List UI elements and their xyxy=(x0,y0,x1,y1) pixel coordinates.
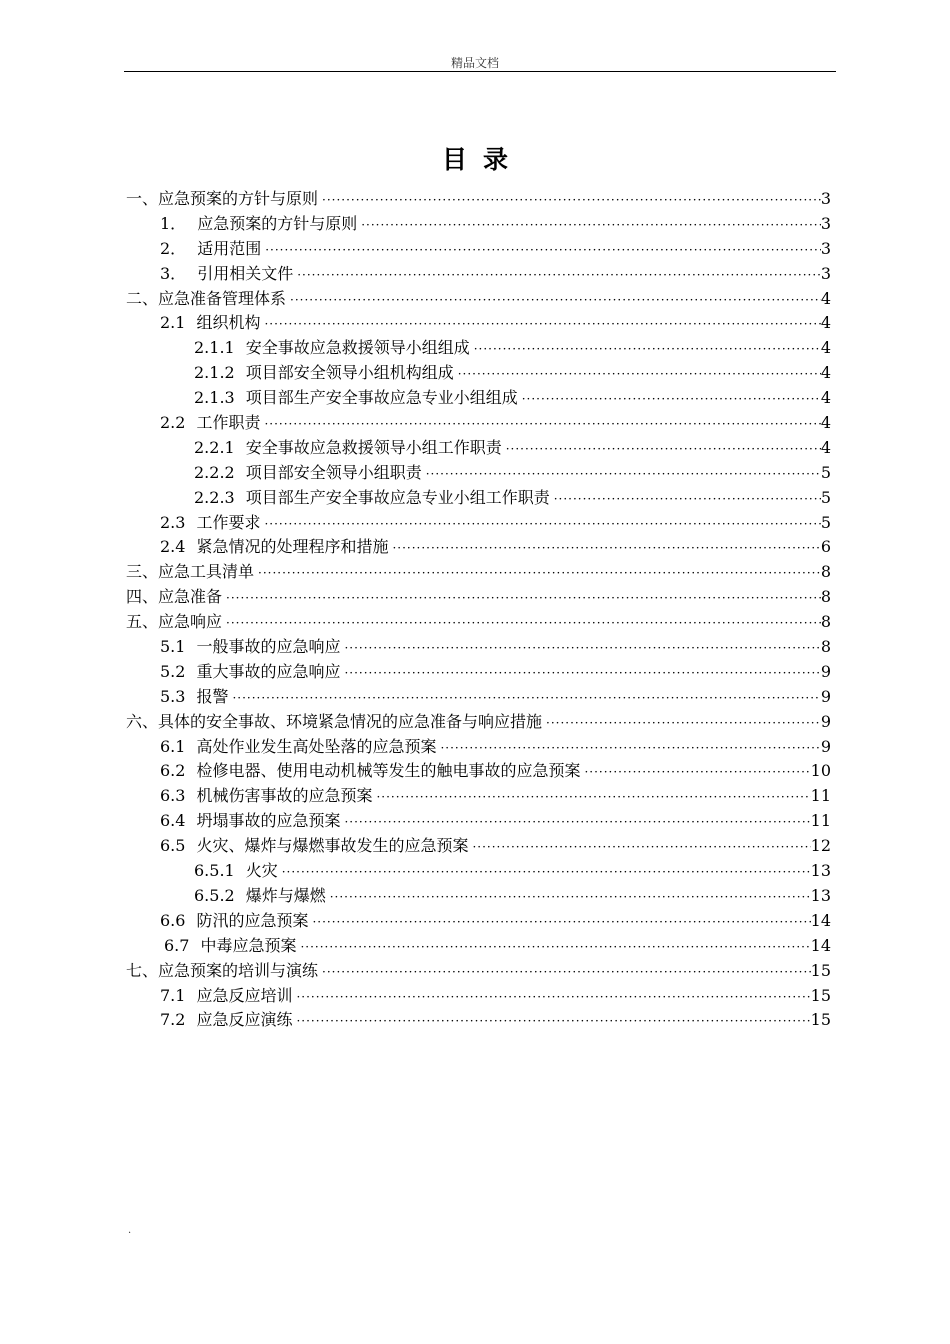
toc-entry-text: 应急预案的方针与原则 xyxy=(197,213,358,233)
toc-entry-leader xyxy=(296,935,810,960)
toc-entry[interactable] xyxy=(0,535,831,560)
toc-entry-label xyxy=(194,336,470,361)
toc-entry-page: 4 xyxy=(820,313,831,333)
toc-entry-page: 9 xyxy=(820,661,831,681)
toc-entry-text: 工作职责 xyxy=(196,413,261,433)
toc-entry[interactable] xyxy=(0,511,831,536)
toc-entry-leader xyxy=(422,462,821,487)
toc-entry-label xyxy=(194,386,518,411)
toc-entry-number: 5.2 xyxy=(160,661,186,681)
toc-entry-page: 3 xyxy=(820,263,831,283)
toc-entry[interactable] xyxy=(0,336,831,361)
toc-entry-text: 一、应急预案的方针与原则 xyxy=(126,189,319,208)
toc-entry-page: 9 xyxy=(820,736,831,756)
toc-entry-number: 6.6 xyxy=(160,910,186,930)
toc-entry-number: 2.1 xyxy=(160,313,186,333)
toc-entry[interactable] xyxy=(0,660,831,685)
toc-entry[interactable] xyxy=(0,809,831,834)
toc-entry-label xyxy=(194,859,278,884)
toc-entry-leader xyxy=(318,960,811,985)
toc-entry-page: 6 xyxy=(820,537,831,557)
toc-entry[interactable] xyxy=(0,311,831,336)
toc-entry-page: 4 xyxy=(820,288,831,308)
toc-entry-label xyxy=(126,710,542,735)
toc-entry-leader xyxy=(286,288,821,313)
toc-entry-text: 项目部生产安全事故应急专业小组组成 xyxy=(245,388,518,408)
toc-entry[interactable] xyxy=(0,411,831,436)
toc-entry-number: 2.2 xyxy=(160,413,186,433)
toc-entry-leader xyxy=(518,387,821,412)
toc-entry-text: 三、应急工具清单 xyxy=(126,562,255,582)
toc-entry-text: 适用范围 xyxy=(197,238,262,258)
toc-entry-page: 13 xyxy=(810,861,831,881)
toc-entry-label xyxy=(160,262,293,287)
toc-entry-label xyxy=(160,984,292,1009)
toc-entry-text: 坍塌事故的应急预案 xyxy=(196,811,341,831)
toc-entry-page: 8 xyxy=(820,637,831,657)
toc-entry-label xyxy=(126,959,318,984)
toc-entry-label xyxy=(126,585,222,610)
toc-entry-text: 机械伤害事故的应急预案 xyxy=(196,786,373,806)
toc-entry-label xyxy=(160,784,372,809)
toc-entry[interactable] xyxy=(0,212,831,237)
toc-entry-leader xyxy=(340,810,810,835)
toc-entry[interactable] xyxy=(0,735,831,760)
toc-entry-number: 6.2 xyxy=(160,761,186,781)
toc-entry[interactable] xyxy=(0,585,831,610)
toc-entry[interactable] xyxy=(0,759,831,784)
toc-entry-leader xyxy=(254,561,821,586)
toc-entry-text: 高处作业发生高处坠落的应急预案 xyxy=(196,736,437,756)
toc-entry-number: 5.1 xyxy=(160,637,186,657)
toc-entry-label xyxy=(194,884,326,909)
toc-entry-number: 2.2.2 xyxy=(194,462,235,482)
toc-entry[interactable] xyxy=(0,287,831,312)
toc-entry-page: 4 xyxy=(820,338,831,358)
toc-entry[interactable] xyxy=(0,436,831,461)
toc-entry[interactable] xyxy=(0,635,831,660)
toc-entry-page: 10 xyxy=(810,761,831,781)
toc-entry-text: 爆炸与爆燃 xyxy=(245,885,326,905)
toc-entry-page: 11 xyxy=(810,786,831,806)
toc-entry-label xyxy=(160,735,436,760)
toc-entry-text: 紧急情况的处理程序和措施 xyxy=(196,537,389,557)
toc-entry[interactable] xyxy=(0,187,831,212)
toc-entry-page: 14 xyxy=(810,935,831,955)
toc-entry-label xyxy=(160,511,260,536)
toc-entry-text: 重大事故的应急响应 xyxy=(196,661,341,681)
toc-entry-number: 1． xyxy=(160,213,187,233)
toc-entry-number: 2.1.1 xyxy=(194,338,235,358)
toc-entry-number: 2.2.1 xyxy=(194,437,235,457)
toc-entry-page: 14 xyxy=(810,910,831,930)
footer-mark: . xyxy=(128,1225,132,1236)
toc-entry-text: 应急反应培训 xyxy=(196,985,293,1005)
toc-entry-page: 13 xyxy=(810,885,831,905)
toc-entry[interactable] xyxy=(0,834,831,859)
toc-entry-page: 3 xyxy=(820,238,831,258)
toc-entry-label xyxy=(126,610,222,635)
toc-entry-label xyxy=(160,759,580,784)
toc-entry[interactable] xyxy=(0,560,831,585)
toc-entry-leader xyxy=(454,362,821,387)
toc-entry-text: 工作要求 xyxy=(196,512,261,532)
toc-entry[interactable] xyxy=(0,386,831,411)
toc-entry[interactable] xyxy=(0,237,831,262)
toc-entry-leader xyxy=(550,487,821,512)
toc-entry-number: 6.4 xyxy=(160,811,186,831)
toc-entry[interactable] xyxy=(0,909,831,934)
toc-entry-label xyxy=(160,311,260,336)
toc-entry-page: 4 xyxy=(820,413,831,433)
toc-entry-page: 15 xyxy=(810,1010,831,1030)
toc-entry-number: 6.1 xyxy=(160,736,186,756)
toc-entry-number: 3． xyxy=(160,263,187,283)
toc-entry-label xyxy=(160,660,340,685)
toc-entry[interactable] xyxy=(0,1008,831,1033)
toc-entry-text: 项目部生产安全事故应急专业小组工作职责 xyxy=(245,487,550,507)
toc-entry-page: 15 xyxy=(810,985,831,1005)
toc-entry[interactable] xyxy=(0,934,831,959)
toc-entry-label xyxy=(126,187,318,212)
toc-entry-number: 6.5 xyxy=(160,836,186,856)
toc-entry-label xyxy=(160,685,228,710)
toc-entry-page: 12 xyxy=(810,836,831,856)
toc-entry-number: 6.7 xyxy=(164,935,190,955)
toc-entry-number: 5.3 xyxy=(160,686,186,706)
toc-entry-page: 5 xyxy=(820,512,831,532)
toc-entry-page: 4 xyxy=(820,437,831,457)
toc-entry-leader xyxy=(228,686,820,711)
toc-entry-page: 5 xyxy=(820,462,831,482)
toc-entry-text: 项目部安全领导小组职责 xyxy=(245,462,422,482)
toc-entry-text: 五、应急响应 xyxy=(126,612,223,632)
toc-entry-page: 3 xyxy=(820,189,831,208)
toc-entry-label xyxy=(160,834,468,859)
toc-entry-label xyxy=(160,237,261,262)
toc-entry-page: 8 xyxy=(820,612,831,632)
toc-entry-leader xyxy=(470,337,821,362)
toc-entry-number: 2． xyxy=(160,238,187,258)
toc-entry[interactable] xyxy=(0,486,831,511)
toc-entry-label xyxy=(160,909,308,934)
toc-entry[interactable] xyxy=(0,361,831,386)
page-header: 精品文档 xyxy=(450,56,499,70)
toc-entry-number: 6.5.1 xyxy=(194,861,235,881)
toc-entry[interactable] xyxy=(0,610,831,635)
toc-entry-leader xyxy=(580,760,810,785)
toc-entry[interactable] xyxy=(0,859,831,884)
toc-entry-label xyxy=(160,212,357,237)
toc-entry-leader xyxy=(222,586,821,611)
toc-entry-label xyxy=(160,535,388,560)
toc-entry-leader xyxy=(261,238,821,263)
toc-entry-label xyxy=(160,1008,292,1033)
toc-entry-label xyxy=(194,436,502,461)
toc-entry[interactable] xyxy=(0,984,831,1009)
toc-entry-leader xyxy=(357,213,821,238)
toc-entry-number: 2.1.2 xyxy=(194,363,235,383)
toc-entry-label xyxy=(160,809,340,834)
toc-entry-leader xyxy=(340,636,820,661)
toc-entry-number: 2.1.3 xyxy=(194,388,235,408)
toc-entry-leader xyxy=(326,885,811,910)
toc-entry[interactable] xyxy=(0,710,831,735)
toc-entry-leader xyxy=(260,512,820,537)
toc-entry-label xyxy=(160,411,260,436)
toc-entry-leader xyxy=(502,437,821,462)
toc-entry-leader xyxy=(260,312,820,337)
toc-entry-number: 2.2.3 xyxy=(194,487,235,507)
toc-entry-text: 项目部安全领导小组机构组成 xyxy=(245,363,454,383)
toc-entry-leader xyxy=(388,536,820,561)
toc-entry-leader xyxy=(318,188,821,213)
toc-entry-page: 15 xyxy=(810,960,831,980)
toc-entry-number: 7.2 xyxy=(160,1010,186,1030)
table-of-contents xyxy=(0,187,950,1033)
toc-title: 目录 xyxy=(441,145,524,174)
toc-entry-number: 2.3 xyxy=(160,512,186,532)
toc-entry-page: 9 xyxy=(820,686,831,706)
toc-entry-leader xyxy=(293,263,821,288)
toc-entry[interactable] xyxy=(0,959,831,984)
toc-entry-text: 组织机构 xyxy=(196,313,261,333)
toc-entry-text: 火灾 xyxy=(245,861,278,881)
toc-entry-leader xyxy=(292,985,810,1010)
toc-entry-number: 7.1 xyxy=(160,985,186,1005)
toc-entry-label xyxy=(194,361,454,386)
toc-entry-leader xyxy=(260,412,820,437)
toc-entry-page: 4 xyxy=(820,388,831,408)
toc-entry-text: 报警 xyxy=(196,686,229,706)
toc-entry-number: 6.3 xyxy=(160,786,186,806)
toc-entry-label xyxy=(160,635,340,660)
toc-entry-text: 七、应急预案的培训与演练 xyxy=(126,960,319,980)
toc-entry-label xyxy=(126,560,254,585)
toc-entry-label xyxy=(164,934,296,959)
toc-entry-leader xyxy=(292,1009,810,1034)
toc-entry-label xyxy=(126,287,286,312)
toc-entry-text: 二、应急准备管理体系 xyxy=(126,288,287,308)
toc-entry-text: 引用相关文件 xyxy=(197,263,294,283)
toc-entry-leader xyxy=(340,661,820,686)
toc-entry-text: 四、应急准备 xyxy=(126,587,223,607)
toc-entry-text: 应急反应演练 xyxy=(196,1010,293,1030)
toc-entry-text: 安全事故应急救援领导小组组成 xyxy=(245,338,470,358)
toc-entry[interactable] xyxy=(0,685,831,710)
toc-entry-text: 防汛的应急预案 xyxy=(196,910,309,930)
toc-entry-leader xyxy=(542,711,821,736)
header-rule xyxy=(124,71,836,72)
toc-entry-leader xyxy=(468,835,810,860)
toc-entry-label xyxy=(194,486,550,511)
toc-entry-page: 5 xyxy=(820,487,831,507)
toc-entry[interactable] xyxy=(0,461,831,486)
toc-entry-page: 8 xyxy=(820,587,831,607)
toc-entry-text: 中毒应急预案 xyxy=(200,935,297,955)
toc-entry-text: 安全事故应急救援领导小组工作职责 xyxy=(245,437,502,457)
toc-entry-label xyxy=(194,461,422,486)
toc-entry-text: 检修电器、使用电动机械等发生的触电事故的应急预案 xyxy=(196,761,581,781)
toc-entry[interactable] xyxy=(0,884,831,909)
toc-entry-leader xyxy=(278,860,811,885)
toc-entry-leader xyxy=(436,736,820,761)
toc-entry-page: 3 xyxy=(820,213,831,233)
toc-entry-page: 8 xyxy=(820,562,831,582)
toc-entry-page: 4 xyxy=(820,363,831,383)
toc-entry-text: 一般事故的应急响应 xyxy=(196,637,341,657)
toc-entry-text: 六、具体的安全事故、环境紧急情况的应急准备与响应措施 xyxy=(126,711,543,731)
toc-entry-number: 6.5.2 xyxy=(194,885,235,905)
toc-entry-number: 2.4 xyxy=(160,537,186,557)
toc-entry-leader xyxy=(308,910,810,935)
toc-entry[interactable] xyxy=(0,784,831,809)
toc-entry-text: 火灾、爆炸与爆燃事故发生的应急预案 xyxy=(196,836,469,856)
toc-entry-leader xyxy=(222,611,821,636)
toc-entry-page: 11 xyxy=(810,811,831,831)
toc-entry[interactable] xyxy=(0,262,831,287)
toc-entry-leader xyxy=(372,785,810,810)
toc-entry-page: 9 xyxy=(820,711,831,731)
